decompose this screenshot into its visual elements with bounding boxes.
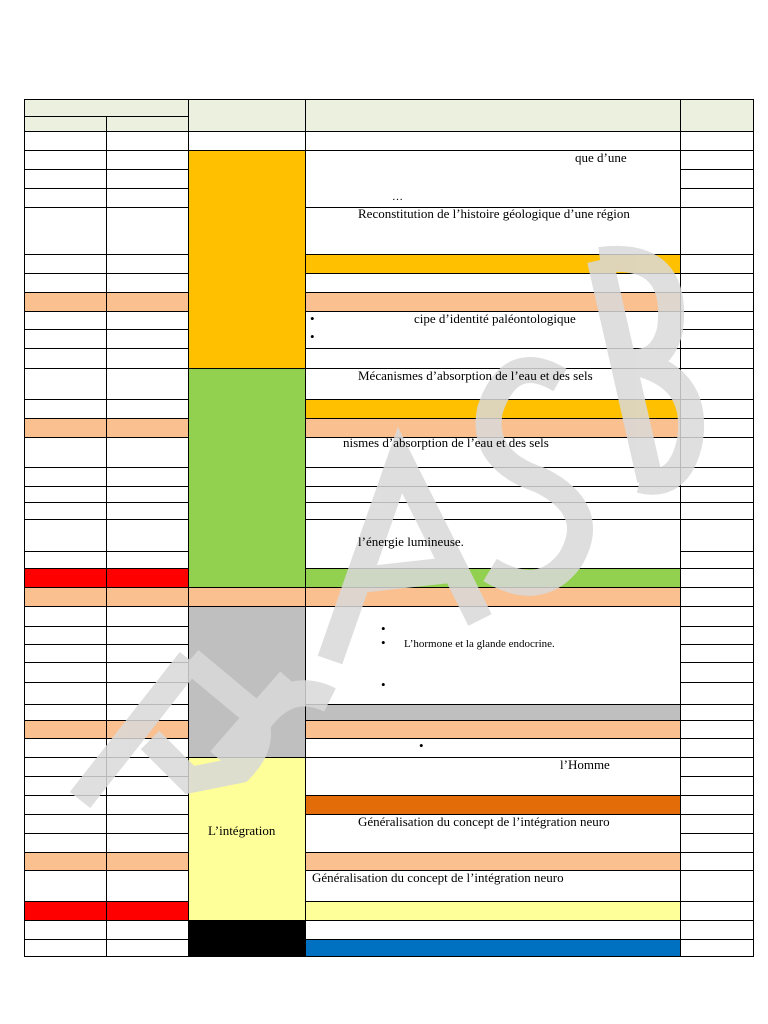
cell-text-mecanismes: Mécanismes d’absorption de l’eau et des sels bbox=[358, 368, 593, 383]
cell-text-hormone: L’hormone et la glande endocrine. bbox=[404, 638, 555, 650]
grid-line bbox=[305, 254, 681, 255]
grid-line bbox=[305, 920, 681, 921]
grid-line bbox=[24, 254, 189, 255]
grid-line bbox=[24, 131, 754, 132]
grid-line bbox=[24, 418, 189, 419]
grid-line bbox=[24, 99, 754, 100]
grid-line bbox=[680, 502, 754, 503]
cell-text-energie: l’énergie lumineuse. bbox=[358, 534, 464, 549]
grid-line bbox=[188, 368, 306, 369]
grid-line bbox=[24, 437, 189, 438]
grid-line bbox=[680, 568, 754, 569]
grid-line bbox=[24, 662, 189, 663]
grid-line bbox=[24, 587, 189, 588]
bullet: • bbox=[381, 677, 386, 692]
grid-line bbox=[24, 720, 189, 721]
grid-line bbox=[680, 486, 754, 487]
grid-line bbox=[680, 188, 754, 189]
grid-line bbox=[680, 368, 754, 369]
grid-line bbox=[680, 644, 754, 645]
grid-line bbox=[24, 150, 189, 151]
grid-line bbox=[305, 486, 681, 487]
grid-line bbox=[680, 292, 754, 293]
grid-line bbox=[680, 901, 754, 902]
grid-line bbox=[680, 920, 754, 921]
highlight-row bbox=[24, 852, 680, 870]
grid-line bbox=[188, 757, 306, 758]
grid-line bbox=[24, 870, 189, 871]
grid-line bbox=[680, 795, 754, 796]
grid-line bbox=[680, 348, 754, 349]
grid-line bbox=[680, 833, 754, 834]
grid-line bbox=[305, 399, 681, 400]
unit-block-communication bbox=[188, 606, 305, 757]
grid-line bbox=[680, 551, 754, 552]
grid-line bbox=[24, 644, 189, 645]
grid-line bbox=[24, 939, 189, 940]
grid-line bbox=[24, 626, 189, 627]
bullet: • bbox=[381, 621, 386, 636]
unit-block-geologie bbox=[188, 150, 305, 368]
grid-line bbox=[680, 150, 754, 151]
cell-text-identite: cipe d’identité paléontologique bbox=[414, 311, 576, 326]
grid-line bbox=[24, 273, 189, 274]
table-header bbox=[24, 99, 753, 131]
content-band bbox=[305, 399, 680, 418]
grid-line bbox=[305, 795, 681, 796]
grid-line bbox=[680, 720, 754, 721]
grid-line bbox=[680, 467, 754, 468]
grid-line bbox=[680, 606, 754, 607]
grid-line bbox=[24, 99, 25, 957]
grid-line bbox=[24, 519, 189, 520]
grid-line bbox=[106, 116, 107, 957]
grid-line bbox=[24, 833, 189, 834]
grid-line bbox=[188, 99, 189, 957]
highlight-row bbox=[24, 292, 680, 311]
grid-line bbox=[305, 901, 681, 902]
grid-line bbox=[24, 348, 189, 349]
cell-text-homme: l’Homme bbox=[560, 757, 610, 772]
grid-line bbox=[305, 738, 681, 739]
grid-line bbox=[305, 568, 681, 569]
grid-line bbox=[24, 368, 189, 369]
unit-block-integration bbox=[188, 757, 305, 920]
grid-line bbox=[24, 502, 189, 503]
cell-text-generalisation-2: Généralisation du concept de l’intégration neuro bbox=[312, 870, 564, 885]
grid-line bbox=[305, 292, 681, 293]
grid-line bbox=[24, 682, 189, 683]
grid-line bbox=[24, 757, 189, 758]
grid-line bbox=[24, 207, 189, 208]
grid-line bbox=[305, 720, 681, 721]
grid-line bbox=[680, 329, 754, 330]
grid-line bbox=[305, 502, 681, 503]
grid-line bbox=[24, 169, 189, 170]
grid-line bbox=[305, 704, 681, 705]
grid-line bbox=[753, 99, 754, 957]
grid-line bbox=[305, 757, 681, 758]
grid-line bbox=[680, 254, 754, 255]
grid-line bbox=[24, 956, 754, 957]
content-band bbox=[305, 704, 680, 720]
grid-line bbox=[305, 467, 681, 468]
grid-line bbox=[188, 606, 306, 607]
grid-line bbox=[24, 795, 189, 796]
content-band bbox=[305, 254, 680, 273]
grid-line bbox=[305, 606, 681, 607]
grid-line bbox=[24, 704, 189, 705]
grid-line bbox=[24, 738, 189, 739]
grid-line bbox=[680, 399, 754, 400]
grid-line bbox=[24, 920, 189, 921]
grid-line bbox=[680, 814, 754, 815]
cell-text-ellipsis: … bbox=[392, 191, 403, 203]
grid-line bbox=[305, 273, 681, 274]
bullet: • bbox=[310, 329, 315, 344]
grid-line bbox=[680, 870, 754, 871]
grid-line bbox=[305, 348, 681, 349]
grid-line bbox=[24, 568, 189, 569]
grid-line bbox=[305, 99, 306, 957]
cell-text-reconstitution: Reconstitution de l’histoire géologique d’une région bbox=[358, 206, 630, 221]
bullet: • bbox=[381, 635, 386, 650]
unit-block-vegetal bbox=[188, 368, 305, 587]
grid-line bbox=[305, 587, 681, 588]
grid-line bbox=[188, 920, 306, 921]
grid-line bbox=[680, 207, 754, 208]
grid-line bbox=[680, 587, 754, 588]
cell-text-generalisation-1: Généralisation du concept de l’intégration neuro bbox=[358, 814, 610, 829]
unit-label-integration: L’intégration bbox=[208, 823, 276, 838]
grid-line bbox=[680, 99, 681, 957]
bullet: • bbox=[310, 311, 315, 326]
grid-line bbox=[24, 329, 189, 330]
grid-line bbox=[305, 939, 681, 940]
unit-block-final bbox=[188, 920, 305, 956]
grid-line bbox=[188, 150, 306, 151]
content-band bbox=[305, 568, 680, 587]
grid-line bbox=[24, 814, 189, 815]
bullet: • bbox=[419, 738, 424, 753]
grid-line bbox=[24, 292, 189, 293]
grid-line bbox=[680, 939, 754, 940]
grid-line bbox=[680, 273, 754, 274]
grid-line bbox=[24, 486, 189, 487]
grid-line bbox=[680, 682, 754, 683]
grid-line bbox=[305, 852, 681, 853]
grid-line bbox=[680, 418, 754, 419]
grid-line bbox=[24, 311, 189, 312]
cell-text-que-dune: que d’une bbox=[575, 150, 627, 165]
grid-line bbox=[24, 852, 189, 853]
grid-line bbox=[24, 776, 189, 777]
grid-line bbox=[680, 757, 754, 758]
grid-line bbox=[24, 551, 189, 552]
grid-line bbox=[680, 519, 754, 520]
content-band bbox=[305, 901, 680, 920]
grid-line bbox=[680, 437, 754, 438]
grid-line bbox=[680, 738, 754, 739]
highlight-row bbox=[24, 720, 680, 738]
grid-line bbox=[24, 901, 189, 902]
cell-text-nismes: nismes d’absorption de l’eau et des sels bbox=[343, 435, 549, 450]
grid-line bbox=[24, 116, 189, 117]
highlight-row bbox=[24, 587, 680, 606]
grid-line bbox=[680, 776, 754, 777]
content-band bbox=[305, 939, 680, 956]
grid-line bbox=[680, 311, 754, 312]
grid-line bbox=[680, 626, 754, 627]
grid-line bbox=[680, 169, 754, 170]
grid-line bbox=[24, 467, 189, 468]
grid-line bbox=[680, 704, 754, 705]
grid-line bbox=[305, 519, 681, 520]
grid-line bbox=[24, 399, 189, 400]
grid-line bbox=[680, 852, 754, 853]
grid-line bbox=[680, 662, 754, 663]
grid-line bbox=[24, 188, 189, 189]
content-band bbox=[305, 795, 680, 814]
grid-line bbox=[24, 606, 189, 607]
grid-line bbox=[305, 418, 681, 419]
grid-line bbox=[188, 587, 306, 588]
